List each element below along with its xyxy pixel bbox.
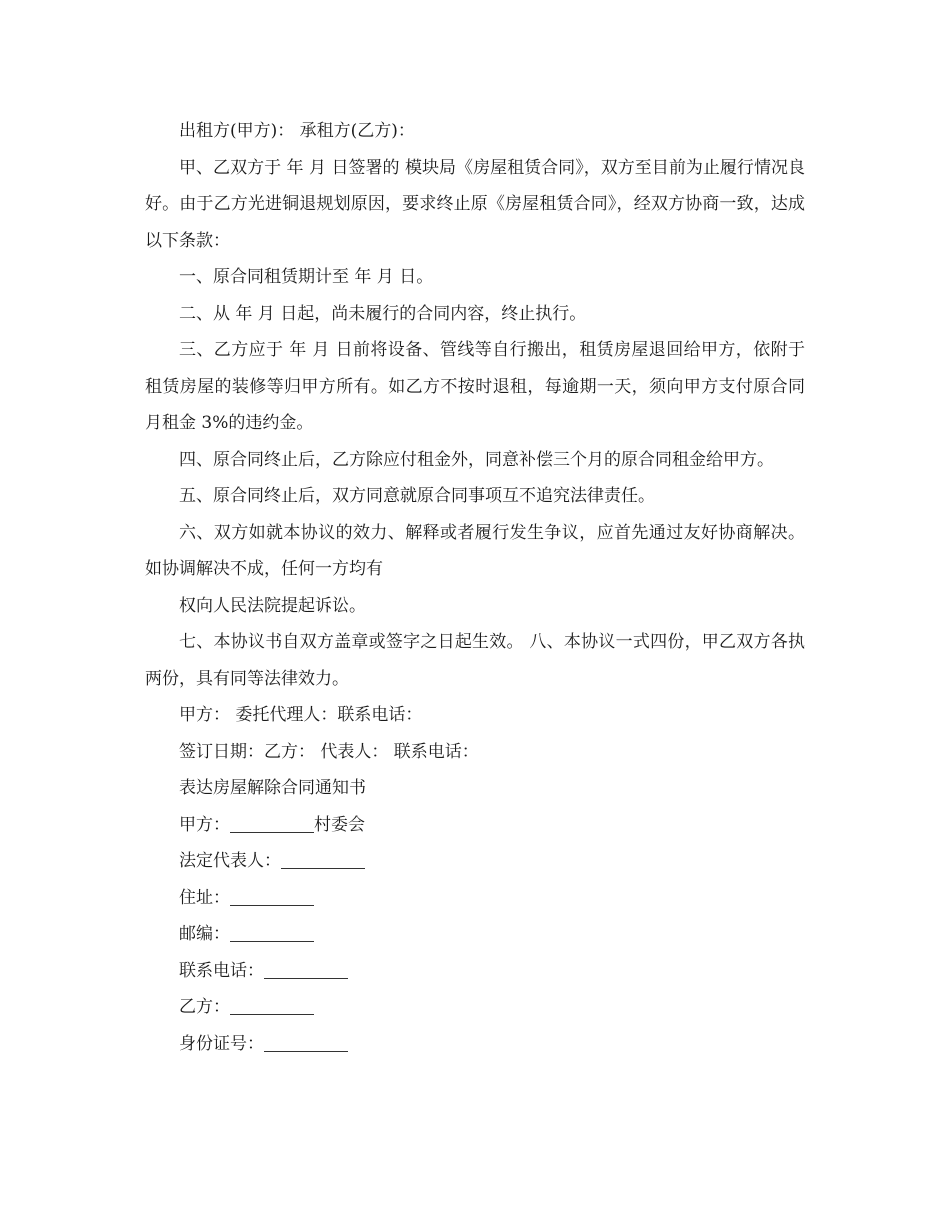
form-legal-rep-label: 法定代表人： — [179, 851, 281, 871]
notice-title: 表达房屋解除合同通知书 — [179, 778, 366, 798]
clause-3: 三、乙方应于 年 月 日前将设备、管线等自行搬出，租赁房屋退回给甲方，依附于租赁房屋的装修等归甲方所有。如乙方不按时退租，每逾期一天，须向甲方支付原合同月租金 3%的违约金。 — [145, 340, 805, 433]
clause-1: 一、原合同租赁期计至 年 月 日。 — [179, 267, 434, 287]
preamble-paragraph: 甲、乙双方于 年 月 日签署的 模块局《房屋租赁合同》，双方至目前为止履行情况良好。由于乙方光进铜退规划原因，要求终止原《房屋租赁合同》，经双方协商一致，达成以下条款： — [145, 157, 805, 251]
form-party-a-suffix: 村委会 — [314, 814, 365, 835]
party-a-blank — [230, 814, 314, 833]
form-phone — [145, 953, 805, 990]
form-id-label: 身份证号： — [179, 1033, 264, 1054]
form-postcode — [145, 916, 805, 953]
form-party-b-label: 乙方： — [179, 997, 230, 1017]
phone-blank — [264, 960, 348, 979]
form-address-label: 住址： — [179, 887, 230, 908]
postcode-blank — [230, 923, 314, 942]
clause-6-continued: 权向人民法院提起诉讼。 — [179, 595, 366, 616]
clause-4: 四、原合同终止后，乙方除应付租金外，同意补偿三个月的原合同租金给甲方。 — [179, 449, 774, 470]
party-b-blank — [230, 996, 314, 1015]
form-legal-rep — [145, 843, 805, 880]
signature-line-a: 甲方： 委托代理人：联系电话： — [179, 705, 423, 725]
form-postcode-label: 邮编： — [179, 924, 230, 944]
id-blank — [264, 1033, 348, 1052]
form-party-a-label: 甲方： — [179, 814, 230, 835]
clause-5: 五、原合同终止后，双方同意就原合同事项互不追究法律责任。 — [179, 486, 655, 506]
parties-line: 出租方(甲方)： 承租方(乙方)： — [179, 121, 415, 141]
clause-2: 二、从 年 月 日起，尚未履行的合同内容，终止执行。 — [179, 303, 587, 324]
clause-7-8: 七、本协议书自双方盖章或签字之日起生效。 八、本协议一式四份，甲乙双方各执两份，具有同等法律效力。 — [145, 632, 805, 689]
form-party-b — [145, 989, 805, 1026]
address-blank — [230, 887, 314, 906]
legal-rep-blank — [281, 850, 365, 869]
form-phone-label: 联系电话： — [179, 960, 264, 981]
form-party-a — [145, 807, 805, 844]
document-body — [145, 113, 805, 1062]
signature-line-b: 签订日期：乙方： 代表人： 联系电话： — [179, 741, 479, 762]
form-address — [145, 880, 805, 917]
clause-6: 六、双方如就本协议的效力、解释或者履行发生争议，应首先通过友好协商解决。如协调解决不成，任何一方均有 — [145, 522, 805, 579]
form-id-number — [145, 1026, 805, 1063]
